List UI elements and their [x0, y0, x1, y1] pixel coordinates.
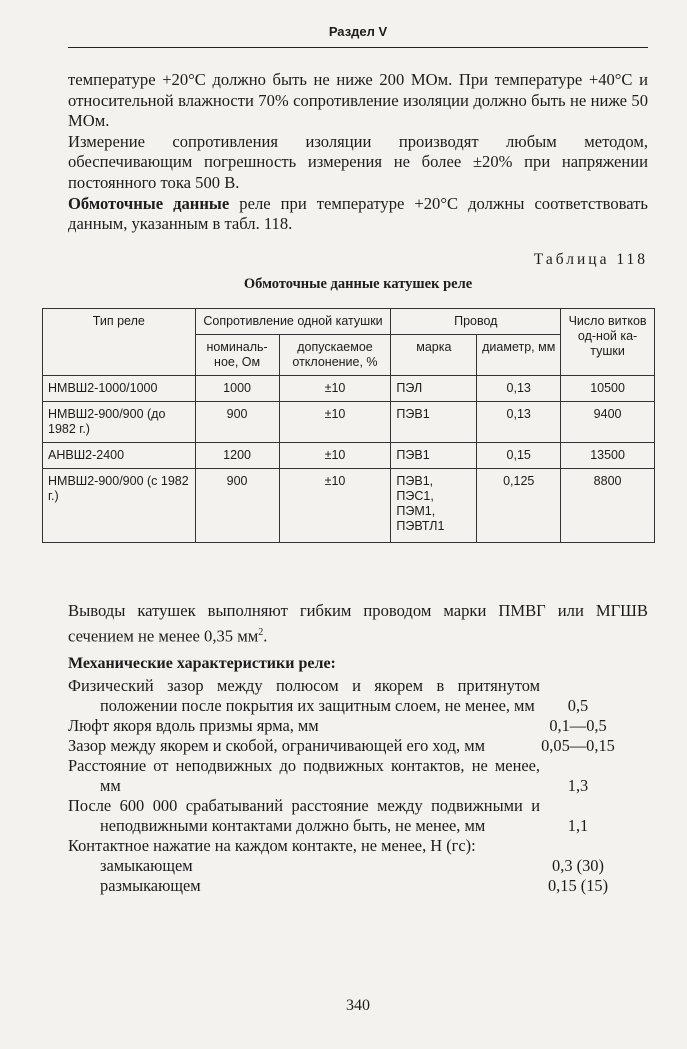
- table-row: [43, 376, 655, 402]
- paragraph-winding-data: [68, 194, 648, 235]
- list-item: [68, 856, 648, 876]
- list-item: [68, 716, 648, 736]
- cell-diameter: 0,13: [477, 376, 561, 402]
- item-text: Люфт якоря вдоль призмы ярма, мм: [68, 716, 319, 735]
- cell-nominal: 1000: [195, 376, 279, 402]
- item-text: Зазор между якорем и скобой, ограничивающей его ход, мм: [68, 736, 485, 755]
- page-number: 340: [346, 997, 370, 1014]
- table-title: Обмоточные данные катушек реле: [243, 276, 473, 292]
- paragraph-insulation-resistance: температуре +20°С должно быть не ниже 200 МОм. При температуре +40°С и относительной влажности 70% сопротивление изоляции должно быть не ниже 50 МОм.: [68, 70, 648, 131]
- cell-tolerance: ±10: [279, 376, 391, 402]
- header-turns: Число витков од-ной ка-тушки: [561, 309, 655, 376]
- item-text: замыкающем: [100, 856, 193, 875]
- cell-diameter: 0,125: [477, 469, 561, 543]
- running-head: Раздел V: [328, 24, 388, 39]
- list-item: [68, 796, 648, 836]
- table-row: [43, 443, 655, 469]
- cell-diameter: 0,13: [477, 402, 561, 443]
- cell-tolerance: ±10: [279, 469, 391, 543]
- cell-nominal: 900: [195, 469, 279, 543]
- cell-type: АНВШ2-2400: [43, 443, 196, 469]
- table-row: [43, 402, 655, 443]
- item-text: После 600 000 срабатываний расстояние между подвижными и неподвижными контактами должно быть, не менее, мм: [68, 796, 540, 835]
- cell-turns: 9400: [561, 402, 655, 443]
- header-relay-type: Тип реле: [43, 309, 196, 376]
- item-value: 0,1—0,5: [549, 716, 607, 735]
- item-value: 1,1: [567, 816, 589, 835]
- lead-wire-text: Выводы катушек выполняют гибким проводом марки ПМВГ или МГШВ сечением не менее 0,35 мм: [68, 601, 648, 646]
- mechanical-list: [68, 676, 648, 896]
- table-number: Таблица 118: [533, 251, 648, 268]
- header-rule: [68, 47, 648, 48]
- header-diameter: диаметр, мм: [477, 335, 561, 376]
- paragraph-measurement-text: Измерение сопротивления изоляции производят любым методом, обеспечивающим погрешность измерения не более ±20% при напряжении постоянного тока 500 В.: [68, 131, 648, 192]
- item-value: 0,05—0,15: [541, 736, 615, 755]
- superscript: 2: [258, 627, 264, 638]
- list-item: [68, 836, 648, 856]
- cell-tolerance: ±10: [279, 443, 391, 469]
- item-value: 0,15 (15): [547, 876, 609, 895]
- coil-winding-table: [42, 308, 655, 543]
- cell-brand: ПЭВ1, ПЭС1, ПЭМ1, ПЭВТЛ1: [391, 469, 477, 543]
- item-text: размыкающем: [100, 876, 201, 895]
- item-text: Контактное нажатие на каждом контакте, не менее, Н (гс):: [68, 836, 476, 855]
- cell-tolerance: ±10: [279, 402, 391, 443]
- header-nominal: номиналь-ное, Ом: [195, 335, 279, 376]
- lead-wire-paragraph: [68, 600, 648, 648]
- list-item: [68, 876, 648, 896]
- list-item: [68, 756, 648, 796]
- cell-type: НМВШ2-1000/1000: [43, 376, 196, 402]
- table-row: [43, 469, 655, 543]
- cell-turns: 8800: [561, 469, 655, 543]
- header-brand: марка: [391, 335, 477, 376]
- paragraph-measurement-method: [68, 132, 648, 194]
- item-text: Физический зазор между полюсом и якорем в притянутом положении после покрытия их защитным слоем, не менее, мм: [68, 676, 540, 715]
- cell-nominal: 900: [195, 402, 279, 443]
- cell-nominal: 1200: [195, 443, 279, 469]
- winding-data-term: Обмоточные данные: [68, 193, 230, 213]
- cell-diameter: 0,15: [477, 443, 561, 469]
- header-wire: Провод: [391, 309, 561, 335]
- lead-wire-end: .: [263, 626, 268, 646]
- mechanical-title: Механические характеристики реле:: [68, 655, 336, 672]
- item-value: 0,3 (30): [552, 856, 604, 875]
- cell-type: НМВШ2-900/900 (с 1982 г.): [43, 469, 196, 543]
- header-tolerance: допускаемое отклонение, %: [279, 335, 391, 376]
- item-value: 1,3: [567, 776, 589, 795]
- cell-turns: 13500: [561, 443, 655, 469]
- cell-brand: ПЭВ1: [391, 402, 477, 443]
- header-resistance: Сопротивление одной катушки: [195, 309, 391, 335]
- cell-brand: ПЭЛ: [391, 376, 477, 402]
- item-text: Расстояние от неподвижных до подвижных контактов, не менее, мм: [68, 756, 540, 795]
- cell-turns: 10500: [561, 376, 655, 402]
- list-item: [68, 736, 648, 756]
- cell-type: НМВШ2-900/900 (до 1982 г.): [43, 402, 196, 443]
- intro-text: [68, 70, 648, 235]
- winding-data-text: реле при температуре +20°С должны соответствовать данным, указанным в табл. 118.: [68, 193, 648, 234]
- cell-brand: ПЭВ1: [391, 443, 477, 469]
- list-item: [68, 676, 648, 716]
- item-value: 0,5: [567, 696, 589, 715]
